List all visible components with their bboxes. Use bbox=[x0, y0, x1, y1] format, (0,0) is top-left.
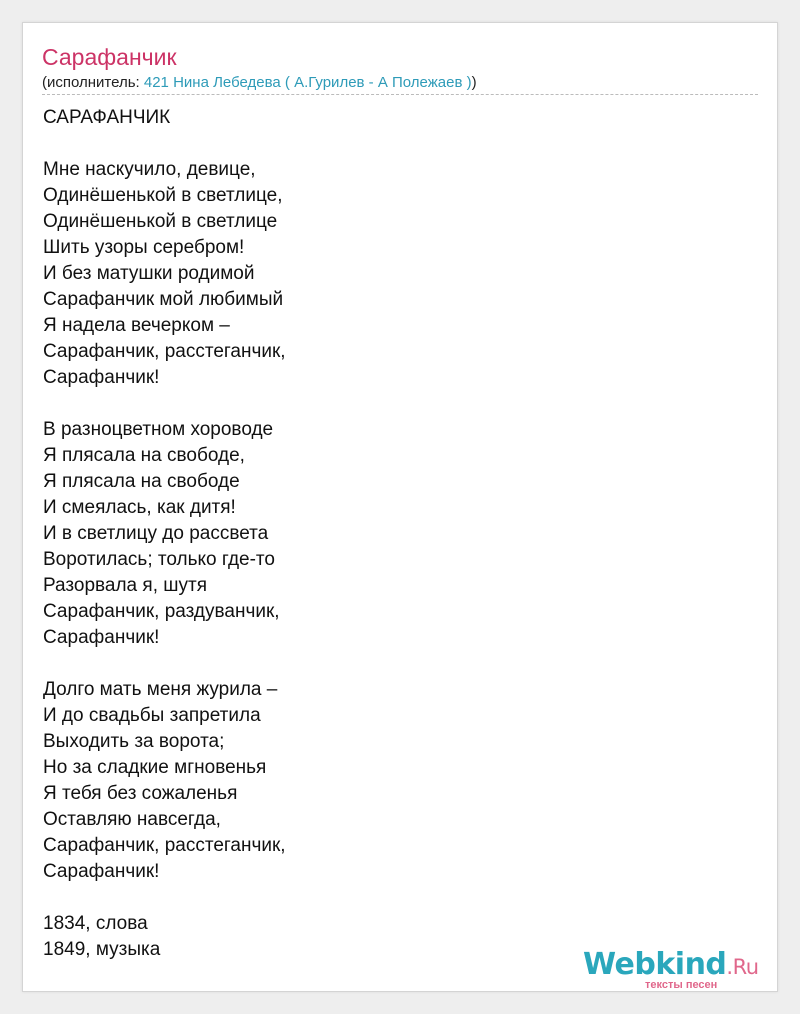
lyric-line: Сарафанчик мой любимый bbox=[43, 289, 284, 310]
site-logo[interactable] bbox=[583, 947, 779, 997]
lyrics-card bbox=[22, 22, 778, 992]
lyric-line: Сарафанчик! bbox=[43, 627, 160, 648]
lyric-line: Я тебя без сожаленья bbox=[43, 783, 238, 804]
lyric-line: Сарафанчик, расстеганчик, bbox=[43, 835, 286, 856]
artist-line bbox=[42, 73, 477, 93]
lyric-line: Разорвала я, шутя bbox=[43, 575, 207, 596]
lyric-line: И в светлицу до рассвета bbox=[43, 523, 269, 544]
lyric-line: И до свадьбы запретила bbox=[43, 705, 261, 726]
lyric-line: Одинёшенькой в светлице, bbox=[43, 185, 283, 206]
lyric-line: Я плясала на свободе, bbox=[43, 445, 245, 466]
lyric-line: Сарафанчик, раздуванчик, bbox=[43, 601, 280, 622]
lyric-line: Воротилась; только где-то bbox=[43, 549, 275, 570]
lyrics-text bbox=[43, 105, 743, 963]
lyric-line: Но за сладкие мгновенья bbox=[43, 757, 267, 778]
lyric-line: Шить узоры серебром! bbox=[43, 237, 245, 258]
lyric-line: Сарафанчик! bbox=[43, 367, 160, 388]
stanza-gap bbox=[43, 391, 743, 417]
stanza-gap bbox=[43, 651, 743, 677]
lyric-line: Сарафанчик! bbox=[43, 861, 160, 882]
stanza-gap bbox=[43, 131, 743, 157]
lyric-line: Мне наскучило, девице, bbox=[43, 159, 256, 180]
artist-prefix: (исполнитель: bbox=[42, 74, 144, 91]
lyric-line: 1849, музыка bbox=[43, 939, 161, 960]
song-title: Сарафанчик bbox=[42, 44, 177, 70]
lyric-line: В разноцветном хороводе bbox=[43, 419, 274, 440]
lyric-line: Оставляю навсегда, bbox=[43, 809, 221, 830]
lyric-line: Выходить за ворота; bbox=[43, 731, 225, 752]
artist-suffix: ) bbox=[471, 74, 477, 91]
lyric-line: Одинёшенькой в светлице bbox=[43, 211, 278, 232]
divider bbox=[42, 94, 758, 95]
lyric-line: И без матушки родимой bbox=[43, 263, 255, 284]
lyric-line: Я плясала на свободе bbox=[43, 471, 240, 492]
stanza-gap bbox=[43, 885, 743, 911]
lyric-line: Я надела вечерком – bbox=[43, 315, 230, 336]
lyric-line: Сарафанчик, расстеганчик, bbox=[43, 341, 286, 362]
lyric-line: 1834, слова bbox=[43, 913, 148, 934]
logo-brand: Webkind bbox=[583, 947, 727, 982]
lyric-line: Долго мать меня журила – bbox=[43, 679, 278, 700]
lyric-line: САРАФАНЧИК bbox=[43, 107, 171, 128]
lyric-line: И смеялась, как дитя! bbox=[43, 497, 236, 518]
logo-tld: .Ru bbox=[726, 955, 759, 979]
artist-link[interactable]: 421 Нина Лебедева ( А.Гурилев - А Полежаев ) bbox=[143, 74, 472, 91]
logo-tagline: тексты песен bbox=[645, 979, 718, 991]
